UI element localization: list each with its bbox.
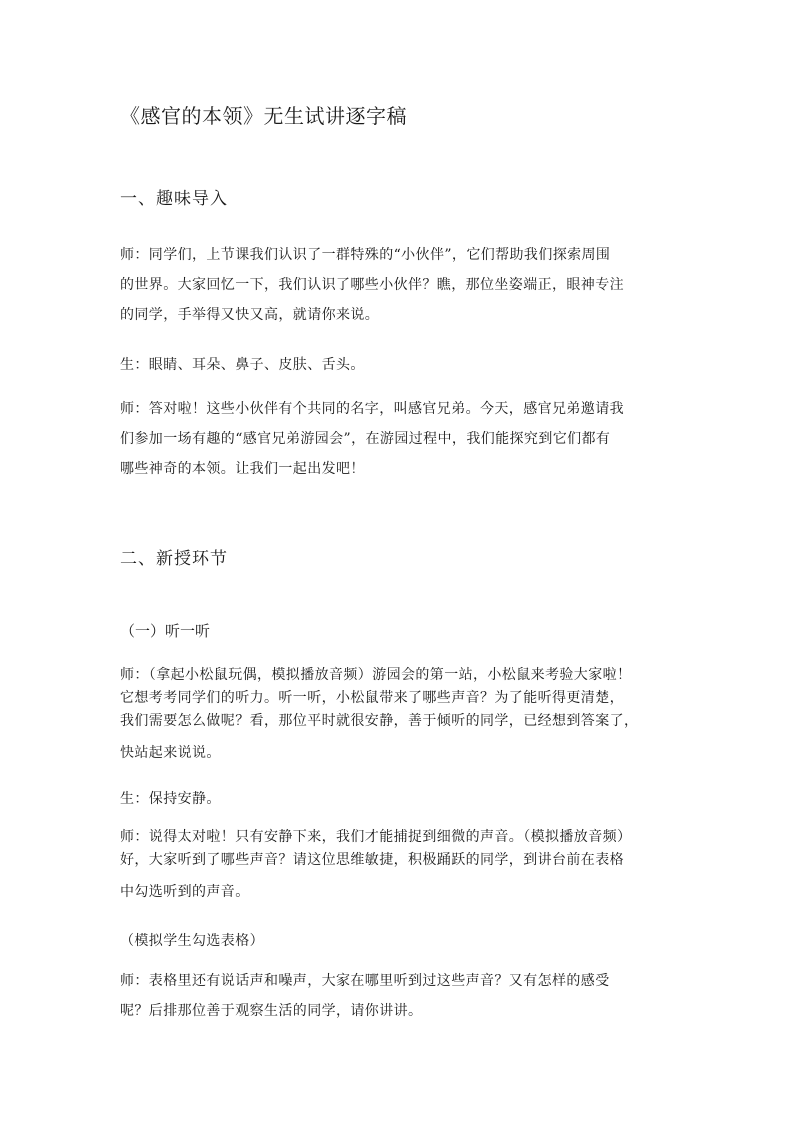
paragraph-line: 我们需要怎么做呢？看，那位平时就很安静，善于倾听的同学，已经想到答案了， [120,713,639,729]
paragraph-line: 好，大家听到了哪些声音？请这位思维敏捷，积极踊跃的同学，到讲台前在表格 [120,852,624,868]
paragraph-line: （模拟学生勾选表格） [120,933,264,949]
paragraph-teacher-invitation [120,394,680,484]
paragraph-line: 哪些神奇的本领。让我们一起出发吧！ [120,461,365,477]
paragraph-line: 的同学，手举得又快又高，就请你来说。 [120,307,380,323]
paragraph-line: 师：答对啦！这些小伙伴有个共同的名字，叫感官兄弟。今天，感官兄弟邀请我 [120,401,624,417]
paragraph-line: 师：（拿起小松鼠玩偶，模拟播放音频）游园会的第一站，小松鼠来考验大家啦！ [120,667,632,683]
paragraph-line: 生：眼睛、耳朵、鼻子、皮肤、舌头。 [120,357,365,373]
document-title: 《感官的本领》无生试讲逐字稿 [120,104,407,128]
paragraph-line: 中勾选听到的声音。 [120,884,250,900]
paragraph-student-answer-quiet [120,784,680,814]
paragraph-line: 师：表格里还有说话声和噪声，大家在哪里听到过这些声音？又有怎样的感受 [120,973,610,989]
paragraph-line: 呢？后排那位善于观察生活的同学，请你讲讲。 [120,1003,423,1019]
paragraph-teacher-noise [120,966,680,1026]
paragraph-teacher-intro [120,240,680,330]
paragraph-student-answer-senses [120,350,680,380]
paragraph-line: 生：保持安静。 [120,791,221,807]
paragraph-line: 快站起来说说。 [120,745,221,761]
paragraph-line: 的世界。大家回忆一下，我们认识了哪些小伙伴？瞧，那位坐姿端正，眼神专注 [120,277,624,293]
paragraph-teacher-sounds [120,826,680,904]
paragraph-line: 师：说得太对啦！只有安静下来，我们才能捕捉到细微的声音。（模拟播放音频） [120,829,632,845]
section-heading-intro: 一、趣味导入 [120,189,228,209]
paragraph-teacher-squirrel [120,664,680,765]
subsection-heading-listen: （一）听一听 [120,622,211,640]
paragraph-stage-direction [120,926,680,956]
paragraph-line: 它想考考同学们的听力。听一听，小松鼠带来了哪些声音？为了能听得更清楚， [120,690,624,706]
paragraph-line: 们参加一场有趣的“感官兄弟游园会”，在游园过程中，我们能探究到它们都有 [120,431,611,447]
section-heading-new-lesson: 二、新授环节 [120,549,228,569]
paragraph-line: 师：同学们，上节课我们认识了一群特殊的“小伙伴”，它们帮助我们探索周围 [120,247,611,263]
